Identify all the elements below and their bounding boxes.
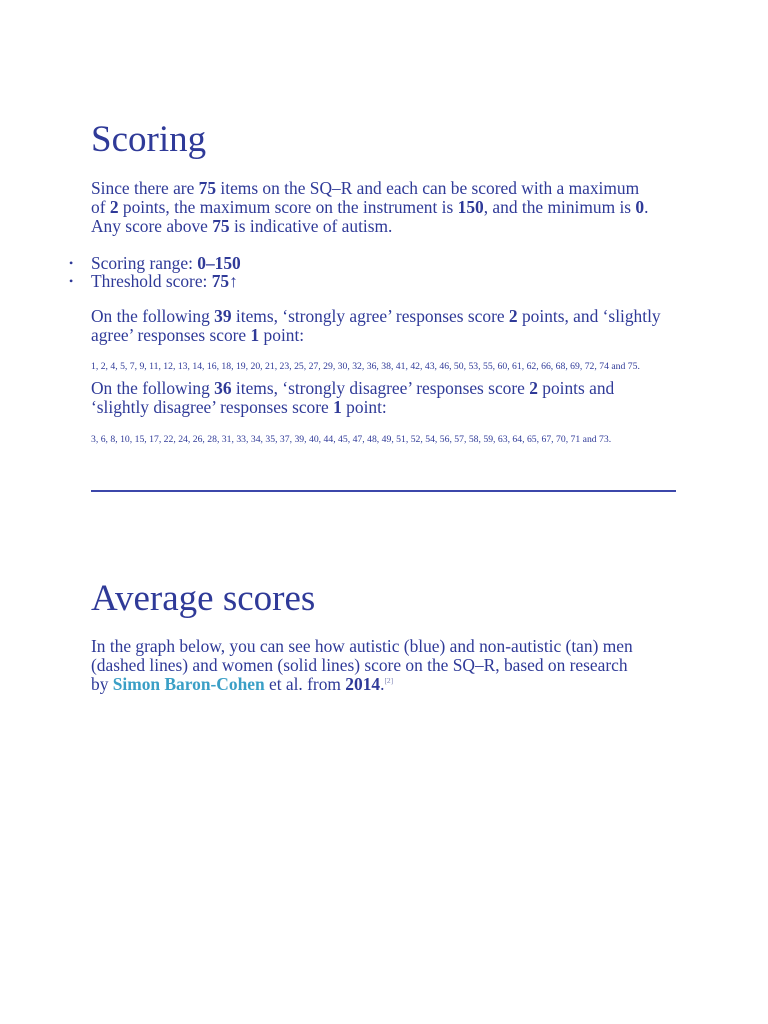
text-run: of — [91, 197, 110, 217]
text-line — [91, 675, 633, 694]
bold-value: 39 — [214, 306, 232, 326]
bold-value: 1 — [250, 325, 260, 345]
text-line — [91, 307, 661, 326]
text-line — [91, 637, 633, 656]
text-run: On the following — [91, 378, 215, 398]
list-item — [69, 271, 241, 291]
bold-value: 0–150 — [197, 253, 241, 273]
disagree-items-list: 3, 6, 8, 10, 15, 17, 22, 24, 26, 28, 31, 33, 34, 35, 37, 39, 40, 44, 45, 47, 48, 49, 51, 52, 54, 56, 57, 58, 59, 63, 64, 65, 67, 70, 71 and 73. — [91, 434, 612, 445]
text-run: (dashed lines) and women (solid lines) score on the SQ–R, based on research — [91, 655, 628, 675]
text-run: In the graph below, you can see how autistic (blue) and non-autistic (tan) men — [91, 636, 633, 656]
text-line — [91, 398, 614, 417]
text-run: items, ‘strongly disagree’ responses score — [231, 378, 530, 398]
text-run: . — [380, 674, 385, 694]
text-run: points and — [537, 378, 615, 398]
bold-value: 0 — [635, 197, 645, 217]
bullet-marker: • — [69, 256, 74, 270]
section-divider — [91, 490, 676, 492]
text-run: On the following — [91, 306, 215, 326]
bold-value: 150 — [457, 197, 484, 217]
bold-value: 75↑ — [211, 271, 238, 291]
citation-link[interactable]: [2] — [384, 676, 394, 686]
bold-value: 75 — [212, 216, 230, 236]
section-heading-average-scores: Average scores — [91, 578, 316, 619]
average-scores-intro-paragraph — [91, 637, 633, 694]
text-run: is indicative of autism. — [229, 216, 393, 236]
text-run: by — [91, 674, 113, 694]
text-line — [91, 179, 648, 198]
disagree-items-intro-paragraph — [91, 379, 614, 417]
text-run: Any score above — [91, 216, 213, 236]
text-line — [91, 379, 614, 398]
text-line — [91, 198, 648, 217]
text-run: et al. from — [264, 674, 346, 694]
text-line — [91, 217, 648, 236]
agree-items-intro-paragraph — [91, 307, 661, 345]
text-run: . — [644, 197, 649, 217]
bold-value: 36 — [214, 378, 232, 398]
text-run: points, and ‘slightly — [517, 306, 661, 326]
text-run: Scoring range: — [91, 253, 198, 273]
text-run: Since there are — [91, 178, 199, 198]
text-run: items on the SQ–R and each can be scored with a maximum — [216, 178, 640, 198]
text-run: point: — [341, 397, 387, 417]
scoring-summary-list — [69, 253, 241, 291]
text-line — [91, 656, 633, 675]
agree-items-list: 1, 2, 4, 5, 7, 9, 11, 12, 13, 14, 16, 18, 19, 20, 21, 23, 25, 27, 29, 30, 32, 36, 38, 41, 42, 43, 46, 50, 53, 55, 60, 61, 62, 66, 68, 69, 72, 74 and 75. — [91, 361, 640, 372]
bold-value: 2 — [109, 197, 119, 217]
text-run: Threshold score: — [91, 271, 212, 291]
section-heading-scoring: Scoring — [91, 119, 207, 160]
scoring-intro-paragraph — [91, 179, 648, 236]
text-run: agree’ responses score — [91, 325, 251, 345]
author-link[interactable]: Simon Baron-Cohen — [112, 674, 265, 694]
list-item — [69, 253, 241, 273]
text-run: , and the minimum is — [483, 197, 636, 217]
text-run: points, the maximum score on the instrument is — [118, 197, 458, 217]
bold-value: 2 — [508, 306, 518, 326]
text-run: ‘slightly disagree’ responses score — [91, 397, 334, 417]
bullet-marker: • — [69, 274, 74, 288]
text-run: point: — [259, 325, 305, 345]
text-run: items, ‘strongly agree’ responses score — [231, 306, 509, 326]
bold-value: 2014 — [345, 674, 381, 694]
bold-value: 2 — [529, 378, 538, 398]
bold-value: 1 — [333, 397, 342, 417]
text-line — [91, 326, 661, 345]
bold-value: 75 — [198, 178, 217, 198]
